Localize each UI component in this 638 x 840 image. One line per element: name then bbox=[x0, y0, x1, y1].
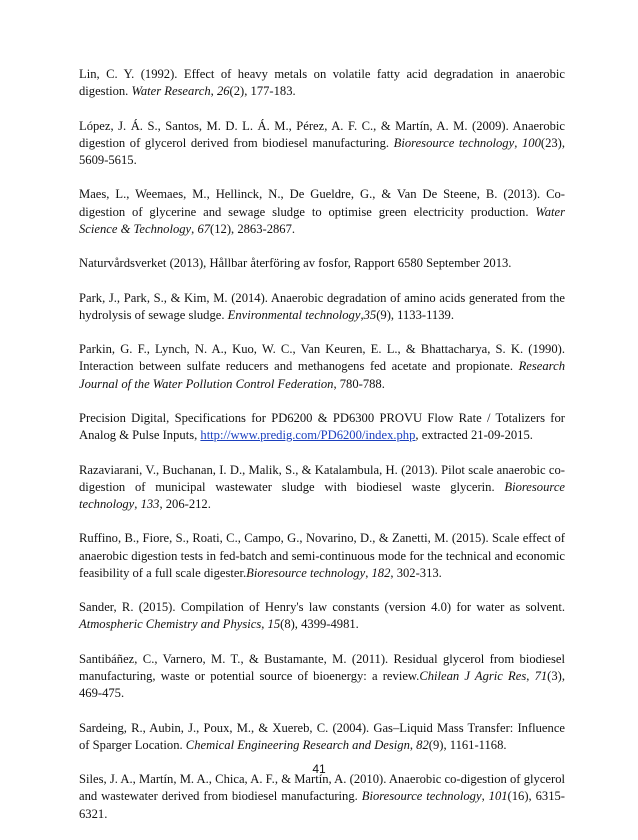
reference-journal: Chilean J Agric Res bbox=[419, 668, 527, 683]
reference-text: , bbox=[261, 617, 268, 632]
reference-journal: Environmental technology bbox=[227, 307, 361, 322]
reference-text: López, J. Á. S., Santos, M. D. L. Á. M., Pérez, A. F. C., & Martín, A. M. (2009). Anaerobic digestion of glycerol derived from biodiesel manufacturing. bbox=[79, 118, 565, 150]
reference-text: , bbox=[210, 84, 217, 99]
reference-text: , bbox=[526, 668, 535, 683]
reference-entry bbox=[79, 255, 565, 272]
reference-volume: 182 bbox=[371, 565, 391, 580]
reference-pages: , 302-313. bbox=[390, 565, 442, 580]
reference-entry bbox=[79, 118, 565, 170]
reference-list bbox=[79, 66, 565, 840]
reference-text: Park, J., Park, S., & Kim, M. (2014). Anaerobic degradation of amino acids generated from the hydrolysis of sewage sludge. bbox=[79, 290, 565, 322]
reference-entry bbox=[79, 462, 565, 514]
reference-entry bbox=[79, 771, 565, 823]
reference-pages: (2), 177-183. bbox=[229, 84, 296, 99]
reference-volume: 101 bbox=[488, 789, 508, 804]
reference-text: Sardeing, R., Aubin, J., Poux, M., & Xuereb, C. (2004). Gas–Liquid Mass Transfer: Influence of Sparger Location. bbox=[79, 720, 565, 752]
reference-text: , bbox=[360, 307, 364, 322]
reference-pages: (9), 1133-1139. bbox=[376, 307, 454, 322]
reference-text: , bbox=[514, 135, 522, 150]
reference-volume: 133 bbox=[140, 496, 160, 511]
reference-journal: Water Science & Technology bbox=[79, 204, 565, 236]
reference-volume: 26 bbox=[216, 84, 230, 99]
reference-text: , bbox=[409, 737, 417, 752]
reference-entry bbox=[79, 290, 565, 324]
reference-text: Naturvårdsverket (2013), Hållbar återföring av fosfor, Rapport 6580 September 2013. bbox=[79, 256, 512, 271]
reference-text: , bbox=[191, 221, 198, 236]
reference-text: Razaviarani, V., Buchanan, I. D., Malik, S., & Katalambula, H. (2013). Pilot scale anaerobic co-digestion of municipal wastewater sludge with biodiesel waste glycerin. bbox=[79, 462, 565, 494]
reference-entry bbox=[79, 720, 565, 754]
reference-text: Siles, J. A., Martín, M. A., Chica, A. F., & Martín, A. (2010). Anaerobic co-digestion of glycerol and wastewater derived from biodiesel manufacturing. bbox=[79, 772, 565, 804]
page-number: 41 bbox=[312, 762, 326, 776]
reference-entry bbox=[79, 599, 565, 633]
reference-volume: 67 bbox=[197, 221, 211, 236]
reference-pages: , 206-212. bbox=[159, 496, 211, 511]
reference-text: , bbox=[365, 565, 372, 580]
reference-text: Maes, L., Weemaes, M., Hellinck, N., De Gueldre, G., & Van De Steene, B. (2013). Co-digestion of glycerine and sewage sludge to optimise green electricity production. bbox=[79, 187, 565, 219]
reference-text: Sander, R. (2015). Compilation of Henry's law constants (version 4.0) for water as solvent. bbox=[79, 600, 565, 615]
reference-pages: (16), 6315-6321. bbox=[79, 789, 565, 821]
reference-text: Santibáñez, C., Varnero, M. T., & Bustamante, M. (2011). Residual glycerol from biodiesel manufacturing, waste or potential source of bioenergy: a review. bbox=[79, 651, 565, 683]
reference-text: , bbox=[481, 789, 489, 804]
reference-text: , bbox=[134, 496, 141, 511]
reference-text: , extracted 21-09-2015. bbox=[415, 428, 533, 443]
reference-pages: (9), 1161-1168. bbox=[428, 737, 507, 752]
reference-entry bbox=[79, 186, 565, 238]
reference-volume: 35 bbox=[363, 307, 377, 322]
reference-text: Lin, C. Y. (1992). Effect of heavy metals on volatile fatty acid degradation in anaerobic digestion. bbox=[79, 67, 565, 99]
reference-volume: 15 bbox=[267, 617, 281, 632]
reference-journal: Atmospheric Chemistry and Physics bbox=[79, 617, 262, 632]
reference-entry bbox=[79, 341, 565, 393]
reference-link[interactable]: http://www.predig.com/PD6200/index.php bbox=[200, 428, 416, 443]
reference-journal: Research Journal of the Water Pollution Control Federation bbox=[79, 359, 565, 391]
reference-text: Ruffino, B., Fiore, S., Roati, C., Campo, G., Novarino, D., & Zanetti, M. (2015). Scale effect of anaerobic digestion tests in fed-batch and semi-continuous mode for the technical and economic feasibility of a full scale digester. bbox=[79, 531, 565, 580]
reference-volume: 82 bbox=[416, 737, 429, 752]
reference-journal: Chemical Engineering Research and Design bbox=[185, 737, 410, 752]
reference-pages: (3), 469-475. bbox=[79, 668, 566, 701]
reference-entry bbox=[79, 651, 565, 703]
reference-entry bbox=[79, 66, 565, 100]
reference-journal: Bioresource technology bbox=[79, 479, 565, 511]
reference-entry bbox=[79, 410, 565, 444]
reference-pages: , 780-788. bbox=[333, 376, 385, 391]
reference-journal: Bioresource technology bbox=[361, 789, 482, 804]
reference-entry bbox=[79, 530, 565, 582]
reference-pages: (8), 4399-4981. bbox=[280, 617, 359, 632]
reference-pages: (23), 5609-5615. bbox=[79, 135, 566, 167]
reference-journal: Water Research bbox=[131, 84, 211, 99]
reference-pages: (12), 2863-2867. bbox=[210, 221, 296, 236]
reference-volume: 100 bbox=[521, 135, 541, 150]
reference-journal: Bioresource technology bbox=[246, 565, 366, 580]
reference-journal: Bioresource technology bbox=[393, 135, 515, 150]
reference-text: Parkin, G. F., Lynch, N. A., Kuo, W. C., Van Keuren, E. L., & Bhattacharya, S. K. (1990). Interaction between sulfate reducers and methanogens fed acetate and propionate. bbox=[79, 342, 565, 374]
reference-volume: 71 bbox=[534, 668, 548, 683]
reference-text: Precision Digital, Specifications for PD6200 & PD6300 PROVU Flow Rate / Totalizers for Analog & Pulse Inputs, bbox=[79, 410, 565, 443]
